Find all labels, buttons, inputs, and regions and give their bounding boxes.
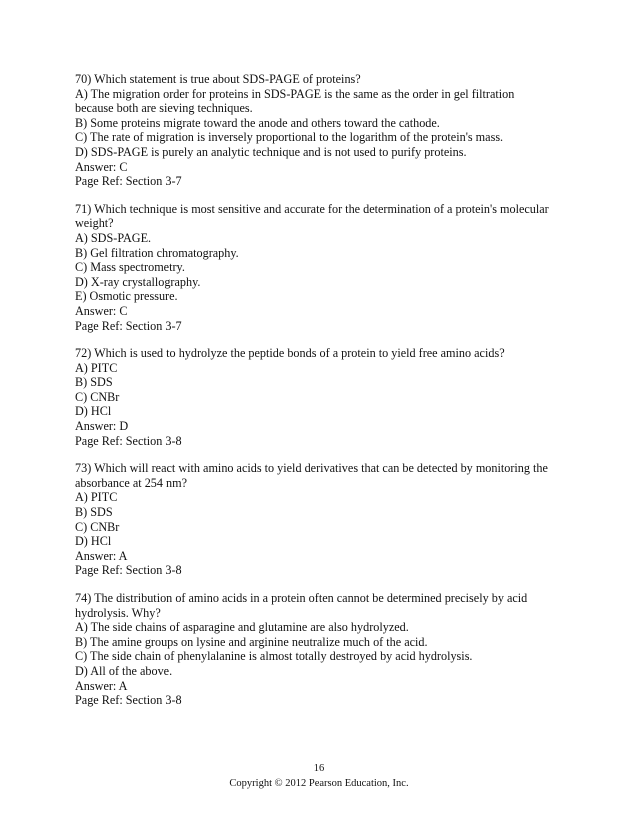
- option-a: A) PITC: [75, 490, 118, 505]
- page-number: 16: [313, 763, 325, 774]
- option-d: D) All of the above.: [75, 663, 173, 678]
- question-72: [75, 346, 575, 448]
- page-reference: Page Ref: Section 3-8: [75, 693, 182, 708]
- answer: Answer: A: [75, 548, 128, 563]
- option-c: C) CNBr: [75, 519, 120, 534]
- question-71: [75, 202, 575, 333]
- question-text: 71) Which technique is most sensitive and accurate for the determination of a protein's molecular: [75, 201, 549, 216]
- answer: Answer: D: [75, 419, 129, 434]
- question-text-continued: absorbance at 254 nm?: [75, 475, 188, 490]
- page-reference: Page Ref: Section 3-7: [75, 318, 182, 333]
- option-c: C) The side chain of phenylalanine is almost totally destroyed by acid hydrolysis.: [75, 649, 473, 664]
- option-b: B) SDS: [75, 505, 113, 520]
- option-e: E) Osmotic pressure.: [75, 289, 178, 304]
- option-b: B) The amine groups on lysine and arginine neutralize much of the acid.: [75, 634, 428, 649]
- option-b: B) Some proteins migrate toward the anode and others toward the cathode.: [75, 115, 440, 130]
- option-b: B) SDS: [75, 375, 113, 390]
- option-a: A) The migration order for proteins in SDS-PAGE is the same as the order in gel filtration: [75, 86, 515, 101]
- question-text: 74) The distribution of amino acids in a protein often cannot be determined precisely by acid: [75, 591, 528, 605]
- answer: Answer: C: [75, 159, 128, 174]
- page-reference: Page Ref: Section 3-7: [75, 174, 182, 189]
- answer: Answer: C: [75, 303, 128, 318]
- copyright-notice: Copyright © 2012 Pearson Education, Inc.: [229, 778, 409, 789]
- option-a: A) PITC: [75, 360, 118, 375]
- page-reference: Page Ref: Section 3-8: [75, 563, 182, 578]
- page-reference: Page Ref: Section 3-8: [75, 433, 182, 448]
- answer: Answer: A: [75, 678, 128, 693]
- question-70: [75, 72, 575, 189]
- question-73: [75, 461, 575, 578]
- option-a-continued: because both are sieving techniques.: [75, 101, 253, 116]
- option-b: B) Gel filtration chromatography.: [75, 245, 239, 260]
- question-text-continued: weight?: [75, 216, 114, 231]
- question-74: [75, 591, 575, 708]
- question-text: 72) Which is used to hydrolyze the peptide bonds of a protein to yield free amino acids?: [75, 346, 505, 361]
- option-d: D) HCl: [75, 534, 112, 549]
- option-d: D) SDS-PAGE is purely an analytic technique and is not used to purify proteins.: [75, 144, 467, 159]
- option-a: A) The side chains of asparagine and glutamine are also hydrolyzed.: [75, 620, 409, 635]
- option-d: D) HCl: [75, 404, 112, 419]
- option-c: C) CNBr: [75, 389, 120, 404]
- option-d: D) X-ray crystallography.: [75, 274, 201, 289]
- question-text: 70) Which statement is true about SDS-PAGE of proteins?: [75, 72, 361, 86]
- question-text: 73) Which will react with amino acids to yield derivatives that can be detected by monitoring the: [75, 461, 548, 476]
- question-list: [75, 72, 575, 721]
- question-text-continued: hydrolysis. Why?: [75, 605, 161, 620]
- option-c: C) Mass spectrometry.: [75, 260, 185, 275]
- option-c: C) The rate of migration is inversely proportional to the logarithm of the protein's mass.: [75, 130, 504, 145]
- option-a: A) SDS-PAGE.: [75, 230, 152, 245]
